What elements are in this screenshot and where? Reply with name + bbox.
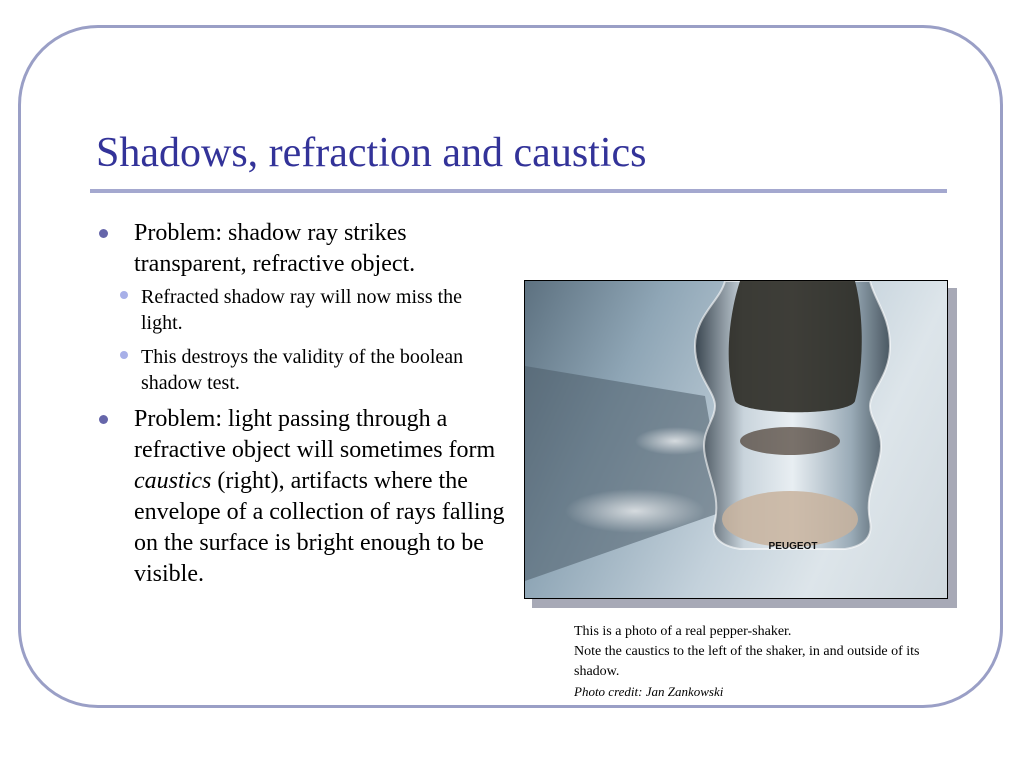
pepper-shaker-photo bbox=[524, 280, 948, 599]
pepper-shaker-illustration bbox=[525, 281, 947, 598]
sub-bullet-text: This destroys the validity of the boolean shadow test. bbox=[141, 346, 464, 394]
brand-label: PEUGEOT bbox=[768, 541, 818, 552]
caption-line: This is a photo of a real pepper-shaker. bbox=[574, 624, 792, 639]
pepper-contents bbox=[729, 281, 862, 412]
caustic-highlight bbox=[635, 427, 715, 455]
bullet-text: Problem: shadow ray strikes transparent, refractive object. bbox=[134, 220, 416, 277]
sub-bullet-list bbox=[96, 284, 506, 396]
bullet-list bbox=[96, 218, 506, 594]
sub-bullet-dot-icon bbox=[120, 351, 128, 359]
sub-bullet-text: Refracted shadow ray will now miss the light. bbox=[141, 286, 463, 334]
pepper-dust-base bbox=[722, 491, 858, 547]
caustic-highlight bbox=[565, 489, 705, 533]
bullet-item-2 bbox=[96, 404, 506, 590]
bullet-text-start: Problem: light passing through a refractive object will sometimes form bbox=[134, 406, 496, 463]
sub-bullet-dot-icon bbox=[120, 291, 128, 299]
grinder-mechanism bbox=[740, 427, 840, 455]
caption-line: Note the caustics to the left of the shaker, in and outside of its shadow. bbox=[574, 644, 920, 679]
sub-bullet-item-1 bbox=[96, 284, 506, 336]
bullet-dot-icon bbox=[99, 415, 108, 424]
photo-credit: Photo credit: Jan Zankowski bbox=[574, 684, 724, 699]
bullet-item-1 bbox=[96, 218, 506, 280]
bullet-emphasis: caustics bbox=[134, 468, 212, 494]
bullet-text-end: (right), artifacts where the envelope of a collection of rays falling on the surface is bright enough to be visible. bbox=[134, 468, 505, 587]
title-divider bbox=[90, 189, 947, 193]
sub-bullet-item-2 bbox=[96, 344, 506, 396]
slide-title: Shadows, refraction and caustics bbox=[96, 130, 647, 176]
photo-caption bbox=[574, 622, 934, 702]
shaker-shadow bbox=[525, 366, 725, 581]
bullet-dot-icon bbox=[99, 229, 108, 238]
